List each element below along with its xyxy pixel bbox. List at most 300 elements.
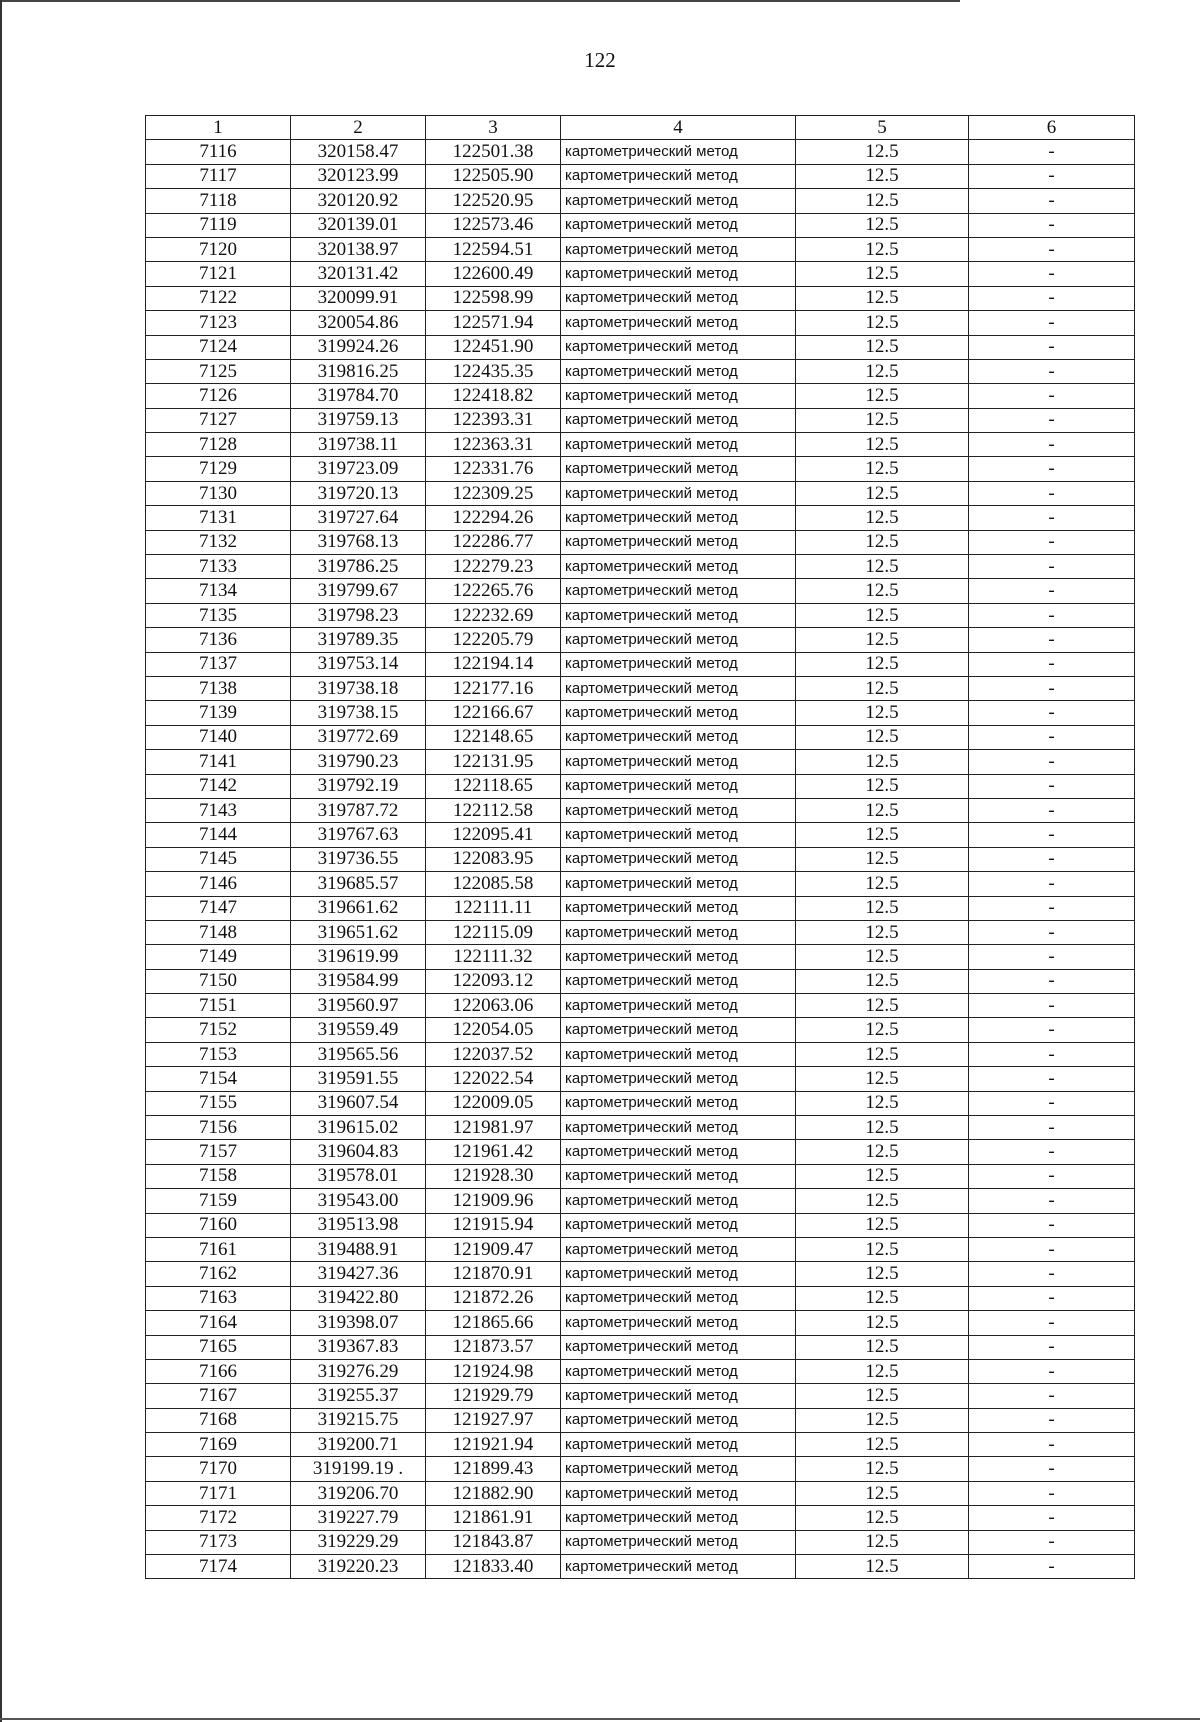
method-cell: картометрический метод: [561, 798, 796, 822]
accuracy-cell: 12.5: [796, 457, 969, 481]
note-cell: -: [969, 164, 1135, 188]
table-row: [146, 286, 1135, 310]
note-cell: -: [969, 1067, 1135, 1091]
accuracy-cell: 12.5: [796, 725, 969, 749]
y-coordinate-cell: 122232.69: [426, 603, 561, 627]
x-coordinate-cell: 319799.67: [291, 579, 426, 603]
y-coordinate-cell: 122501.38: [426, 140, 561, 164]
x-coordinate-cell: 319560.97: [291, 994, 426, 1018]
note-cell: -: [969, 189, 1135, 213]
point-number-cell: 7123: [146, 311, 291, 335]
accuracy-cell: 12.5: [796, 359, 969, 383]
x-coordinate-cell: 319604.83: [291, 1140, 426, 1164]
accuracy-cell: 12.5: [796, 1311, 969, 1335]
method-cell: картометрический метод: [561, 433, 796, 457]
note-cell: -: [969, 823, 1135, 847]
y-coordinate-cell: 121870.91: [426, 1262, 561, 1286]
note-cell: -: [969, 335, 1135, 359]
accuracy-cell: 12.5: [796, 237, 969, 261]
x-coordinate-cell: 319787.72: [291, 798, 426, 822]
x-coordinate-cell: 319615.02: [291, 1116, 426, 1140]
point-number-cell: 7155: [146, 1091, 291, 1115]
accuracy-cell: 12.5: [796, 384, 969, 408]
x-coordinate-cell: 320138.97: [291, 237, 426, 261]
note-cell: -: [969, 603, 1135, 627]
y-coordinate-cell: 122131.95: [426, 750, 561, 774]
accuracy-cell: 12.5: [796, 652, 969, 676]
accuracy-cell: 12.5: [796, 140, 969, 164]
accuracy-cell: 12.5: [796, 603, 969, 627]
note-cell: -: [969, 1481, 1135, 1505]
accuracy-cell: 12.5: [796, 262, 969, 286]
method-cell: картометрический метод: [561, 847, 796, 871]
x-coordinate-cell: 319488.91: [291, 1237, 426, 1261]
y-coordinate-cell: 122309.25: [426, 481, 561, 505]
table-row: [146, 798, 1135, 822]
point-number-cell: 7154: [146, 1067, 291, 1091]
point-number-cell: 7170: [146, 1457, 291, 1481]
point-number-cell: 7152: [146, 1018, 291, 1042]
x-coordinate-cell: 319768.13: [291, 530, 426, 554]
y-coordinate-cell: 121909.47: [426, 1237, 561, 1261]
column-header: 4: [561, 116, 796, 140]
accuracy-cell: 12.5: [796, 1042, 969, 1066]
table-row: [146, 506, 1135, 530]
accuracy-cell: 12.5: [796, 1189, 969, 1213]
accuracy-cell: 12.5: [796, 555, 969, 579]
x-coordinate-cell: 319565.56: [291, 1042, 426, 1066]
accuracy-cell: 12.5: [796, 701, 969, 725]
x-coordinate-cell: 319759.13: [291, 408, 426, 432]
method-cell: картометрический метод: [561, 1408, 796, 1432]
table-row: [146, 262, 1135, 286]
accuracy-cell: 12.5: [796, 530, 969, 554]
point-number-cell: 7116: [146, 140, 291, 164]
point-number-cell: 7162: [146, 1262, 291, 1286]
note-cell: -: [969, 1457, 1135, 1481]
point-number-cell: 7138: [146, 676, 291, 700]
accuracy-cell: 12.5: [796, 335, 969, 359]
x-coordinate-cell: 319720.13: [291, 481, 426, 505]
page-border-bottom: [0, 1718, 1200, 1720]
note-cell: -: [969, 1042, 1135, 1066]
method-cell: картометрический метод: [561, 1359, 796, 1383]
method-cell: картометрический метод: [561, 1335, 796, 1359]
note-cell: -: [969, 1555, 1135, 1579]
method-cell: картометрический метод: [561, 359, 796, 383]
accuracy-cell: 12.5: [796, 774, 969, 798]
y-coordinate-cell: 121961.42: [426, 1140, 561, 1164]
table-row: [146, 896, 1135, 920]
method-cell: картометрический метод: [561, 1384, 796, 1408]
method-cell: картометрический метод: [561, 1042, 796, 1066]
table-row: [146, 750, 1135, 774]
note-cell: -: [969, 1530, 1135, 1554]
accuracy-cell: 12.5: [796, 750, 969, 774]
note-cell: -: [969, 1359, 1135, 1383]
note-cell: -: [969, 1506, 1135, 1530]
table-row: [146, 1213, 1135, 1237]
x-coordinate-cell: 319215.75: [291, 1408, 426, 1432]
note-cell: -: [969, 1189, 1135, 1213]
y-coordinate-cell: 122279.23: [426, 555, 561, 579]
note-cell: -: [969, 1384, 1135, 1408]
y-coordinate-cell: 122331.76: [426, 457, 561, 481]
accuracy-cell: 12.5: [796, 823, 969, 847]
x-coordinate-cell: 319513.98: [291, 1213, 426, 1237]
method-cell: картометрический метод: [561, 1481, 796, 1505]
point-number-cell: 7157: [146, 1140, 291, 1164]
accuracy-cell: 12.5: [796, 872, 969, 896]
method-cell: картометрический метод: [561, 896, 796, 920]
point-number-cell: 7117: [146, 164, 291, 188]
accuracy-cell: 12.5: [796, 945, 969, 969]
point-number-cell: 7150: [146, 969, 291, 993]
point-number-cell: 7165: [146, 1335, 291, 1359]
x-coordinate-cell: 320131.42: [291, 262, 426, 286]
table-row: [146, 140, 1135, 164]
table-row: [146, 335, 1135, 359]
table-row: [146, 1555, 1135, 1579]
point-number-cell: 7131: [146, 506, 291, 530]
accuracy-cell: 12.5: [796, 994, 969, 1018]
accuracy-cell: 12.5: [796, 1433, 969, 1457]
method-cell: картометрический метод: [561, 1555, 796, 1579]
point-number-cell: 7122: [146, 286, 291, 310]
note-cell: -: [969, 652, 1135, 676]
table-row: [146, 872, 1135, 896]
method-cell: картометрический метод: [561, 628, 796, 652]
note-cell: -: [969, 140, 1135, 164]
table-row: [146, 1530, 1135, 1554]
x-coordinate-cell: 319276.29: [291, 1359, 426, 1383]
method-cell: картометрический метод: [561, 823, 796, 847]
accuracy-cell: 12.5: [796, 164, 969, 188]
y-coordinate-cell: 122571.94: [426, 311, 561, 335]
x-coordinate-cell: 319543.00: [291, 1189, 426, 1213]
note-cell: -: [969, 798, 1135, 822]
x-coordinate-cell: 319685.57: [291, 872, 426, 896]
y-coordinate-cell: 121909.96: [426, 1189, 561, 1213]
table-row: [146, 1433, 1135, 1457]
table-row: [146, 1335, 1135, 1359]
x-coordinate-cell: 319591.55: [291, 1067, 426, 1091]
y-coordinate-cell: 122148.65: [426, 725, 561, 749]
accuracy-cell: 12.5: [796, 1116, 969, 1140]
x-coordinate-cell: 319924.26: [291, 335, 426, 359]
method-cell: картометрический метод: [561, 1433, 796, 1457]
column-header: 1: [146, 116, 291, 140]
y-coordinate-cell: 122505.90: [426, 164, 561, 188]
accuracy-cell: 12.5: [796, 1262, 969, 1286]
note-cell: -: [969, 1116, 1135, 1140]
point-number-cell: 7136: [146, 628, 291, 652]
table-row: [146, 311, 1135, 335]
y-coordinate-cell: 121924.98: [426, 1359, 561, 1383]
note-cell: -: [969, 1091, 1135, 1115]
accuracy-cell: 12.5: [796, 1335, 969, 1359]
y-coordinate-cell: 122083.95: [426, 847, 561, 871]
point-number-cell: 7156: [146, 1116, 291, 1140]
x-coordinate-cell: 319738.11: [291, 433, 426, 457]
note-cell: -: [969, 774, 1135, 798]
note-cell: -: [969, 1140, 1135, 1164]
point-number-cell: 7125: [146, 359, 291, 383]
method-cell: картометрический метод: [561, 774, 796, 798]
table-row: [146, 969, 1135, 993]
y-coordinate-cell: 122111.11: [426, 896, 561, 920]
method-cell: картометрический метод: [561, 506, 796, 530]
page-border-left: [0, 0, 2, 1722]
table-row: [146, 1042, 1135, 1066]
method-cell: картометрический метод: [561, 286, 796, 310]
accuracy-cell: 12.5: [796, 1164, 969, 1188]
point-number-cell: 7151: [146, 994, 291, 1018]
table-row: [146, 603, 1135, 627]
x-coordinate-cell: 319651.62: [291, 920, 426, 944]
accuracy-cell: 12.5: [796, 213, 969, 237]
note-cell: -: [969, 920, 1135, 944]
table-row: [146, 237, 1135, 261]
table-row: [146, 847, 1135, 871]
accuracy-cell: 12.5: [796, 628, 969, 652]
y-coordinate-cell: 121915.94: [426, 1213, 561, 1237]
x-coordinate-cell: 320158.47: [291, 140, 426, 164]
accuracy-cell: 12.5: [796, 1237, 969, 1261]
table-row: [146, 433, 1135, 457]
x-coordinate-cell: 319790.23: [291, 750, 426, 774]
y-coordinate-cell: 122286.77: [426, 530, 561, 554]
y-coordinate-cell: 121928.30: [426, 1164, 561, 1188]
table-row: [146, 359, 1135, 383]
accuracy-cell: 12.5: [796, 969, 969, 993]
x-coordinate-cell: 319767.63: [291, 823, 426, 847]
point-number-cell: 7129: [146, 457, 291, 481]
table-row: [146, 1237, 1135, 1261]
method-cell: картометрический метод: [561, 457, 796, 481]
table-row: [146, 164, 1135, 188]
note-cell: -: [969, 1237, 1135, 1261]
method-cell: картометрический метод: [561, 969, 796, 993]
y-coordinate-cell: 122095.41: [426, 823, 561, 847]
y-coordinate-cell: 121882.90: [426, 1481, 561, 1505]
point-number-cell: 7141: [146, 750, 291, 774]
x-coordinate-cell: 319220.23: [291, 1555, 426, 1579]
point-number-cell: 7169: [146, 1433, 291, 1457]
note-cell: -: [969, 1018, 1135, 1042]
method-cell: картометрический метод: [561, 1506, 796, 1530]
y-coordinate-cell: 122022.54: [426, 1067, 561, 1091]
accuracy-cell: 12.5: [796, 286, 969, 310]
point-number-cell: 7135: [146, 603, 291, 627]
x-coordinate-cell: 319578.01: [291, 1164, 426, 1188]
point-number-cell: 7128: [146, 433, 291, 457]
x-coordinate-cell: 319199.19 .: [291, 1457, 426, 1481]
point-number-cell: 7139: [146, 701, 291, 725]
method-cell: картометрический метод: [561, 603, 796, 627]
column-header: 6: [969, 116, 1135, 140]
accuracy-cell: 12.5: [796, 1506, 969, 1530]
table-row: [146, 1164, 1135, 1188]
accuracy-cell: 12.5: [796, 1140, 969, 1164]
table-row: [146, 1018, 1135, 1042]
accuracy-cell: 12.5: [796, 1384, 969, 1408]
note-cell: -: [969, 1286, 1135, 1310]
note-cell: -: [969, 994, 1135, 1018]
x-coordinate-cell: 319661.62: [291, 896, 426, 920]
method-cell: картометрический метод: [561, 1213, 796, 1237]
method-cell: картометрический метод: [561, 213, 796, 237]
point-number-cell: 7145: [146, 847, 291, 871]
method-cell: картометрический метод: [561, 676, 796, 700]
table-row: [146, 774, 1135, 798]
accuracy-cell: 12.5: [796, 798, 969, 822]
y-coordinate-cell: 122112.58: [426, 798, 561, 822]
point-number-cell: 7166: [146, 1359, 291, 1383]
table-row: [146, 1189, 1135, 1213]
x-coordinate-cell: 319786.25: [291, 555, 426, 579]
method-cell: картометрический метод: [561, 1311, 796, 1335]
accuracy-cell: 12.5: [796, 676, 969, 700]
method-cell: картометрический метод: [561, 1067, 796, 1091]
note-cell: -: [969, 750, 1135, 774]
x-coordinate-cell: 319206.70: [291, 1481, 426, 1505]
table-row: [146, 823, 1135, 847]
x-coordinate-cell: 319738.18: [291, 676, 426, 700]
note-cell: -: [969, 1262, 1135, 1286]
method-cell: картометрический метод: [561, 1237, 796, 1261]
table-row: [146, 481, 1135, 505]
note-cell: -: [969, 1311, 1135, 1335]
method-cell: картометрический метод: [561, 1457, 796, 1481]
point-number-cell: 7120: [146, 237, 291, 261]
y-coordinate-cell: 121929.79: [426, 1384, 561, 1408]
note-cell: -: [969, 433, 1135, 457]
note-cell: -: [969, 408, 1135, 432]
y-coordinate-cell: 122573.46: [426, 213, 561, 237]
y-coordinate-cell: 122085.58: [426, 872, 561, 896]
method-cell: картометрический метод: [561, 750, 796, 774]
method-cell: картометрический метод: [561, 1530, 796, 1554]
table-row: [146, 1262, 1135, 1286]
point-number-cell: 7172: [146, 1506, 291, 1530]
table-row: [146, 213, 1135, 237]
note-cell: -: [969, 896, 1135, 920]
accuracy-cell: 12.5: [796, 847, 969, 871]
note-cell: -: [969, 1433, 1135, 1457]
point-number-cell: 7159: [146, 1189, 291, 1213]
note-cell: -: [969, 262, 1135, 286]
y-coordinate-cell: 122205.79: [426, 628, 561, 652]
accuracy-cell: 12.5: [796, 1530, 969, 1554]
column-header: 3: [426, 116, 561, 140]
table-row: [146, 701, 1135, 725]
point-number-cell: 7134: [146, 579, 291, 603]
y-coordinate-cell: 122037.52: [426, 1042, 561, 1066]
table-body: [146, 140, 1135, 1579]
table-row: [146, 189, 1135, 213]
x-coordinate-cell: 319619.99: [291, 945, 426, 969]
y-coordinate-cell: 121861.91: [426, 1506, 561, 1530]
note-cell: -: [969, 286, 1135, 310]
accuracy-cell: 12.5: [796, 1359, 969, 1383]
note-cell: -: [969, 311, 1135, 335]
point-number-cell: 7163: [146, 1286, 291, 1310]
y-coordinate-cell: 122111.32: [426, 945, 561, 969]
y-coordinate-cell: 121872.26: [426, 1286, 561, 1310]
y-coordinate-cell: 122435.35: [426, 359, 561, 383]
point-number-cell: 7171: [146, 1481, 291, 1505]
point-number-cell: 7146: [146, 872, 291, 896]
note-cell: -: [969, 1213, 1135, 1237]
method-cell: картометрический метод: [561, 579, 796, 603]
x-coordinate-cell: 320120.92: [291, 189, 426, 213]
method-cell: картометрический метод: [561, 994, 796, 1018]
accuracy-cell: 12.5: [796, 408, 969, 432]
point-number-cell: 7153: [146, 1042, 291, 1066]
accuracy-cell: 12.5: [796, 896, 969, 920]
point-number-cell: 7118: [146, 189, 291, 213]
point-number-cell: 7121: [146, 262, 291, 286]
point-number-cell: 7168: [146, 1408, 291, 1432]
y-coordinate-cell: 122177.16: [426, 676, 561, 700]
point-number-cell: 7140: [146, 725, 291, 749]
note-cell: -: [969, 701, 1135, 725]
table-row: [146, 1506, 1135, 1530]
y-coordinate-cell: 122294.26: [426, 506, 561, 530]
method-cell: картометрический метод: [561, 725, 796, 749]
y-coordinate-cell: 121921.94: [426, 1433, 561, 1457]
note-cell: -: [969, 237, 1135, 261]
method-cell: картометрический метод: [561, 408, 796, 432]
y-coordinate-cell: 122418.82: [426, 384, 561, 408]
accuracy-cell: 12.5: [796, 433, 969, 457]
note-cell: -: [969, 359, 1135, 383]
point-number-cell: 7149: [146, 945, 291, 969]
method-cell: картометрический метод: [561, 164, 796, 188]
note-cell: -: [969, 676, 1135, 700]
table-row: [146, 555, 1135, 579]
note-cell: -: [969, 213, 1135, 237]
point-number-cell: 7127: [146, 408, 291, 432]
x-coordinate-cell: 320054.86: [291, 311, 426, 335]
x-coordinate-cell: 320099.91: [291, 286, 426, 310]
point-number-cell: 7126: [146, 384, 291, 408]
coordinates-table: [145, 115, 1135, 1579]
y-coordinate-cell: 121833.40: [426, 1555, 561, 1579]
method-cell: картометрический метод: [561, 481, 796, 505]
table-row: [146, 530, 1135, 554]
accuracy-cell: 12.5: [796, 311, 969, 335]
note-cell: -: [969, 847, 1135, 871]
point-number-cell: 7143: [146, 798, 291, 822]
y-coordinate-cell: 122265.76: [426, 579, 561, 603]
x-coordinate-cell: 319398.07: [291, 1311, 426, 1335]
note-cell: -: [969, 1335, 1135, 1359]
x-coordinate-cell: 319559.49: [291, 1018, 426, 1042]
method-cell: картометрический метод: [561, 335, 796, 359]
point-number-cell: 7160: [146, 1213, 291, 1237]
table-row: [146, 408, 1135, 432]
point-number-cell: 7164: [146, 1311, 291, 1335]
method-cell: картометрический метод: [561, 920, 796, 944]
method-cell: картометрический метод: [561, 652, 796, 676]
y-coordinate-cell: 122520.95: [426, 189, 561, 213]
accuracy-cell: 12.5: [796, 189, 969, 213]
method-cell: картометрический метод: [561, 140, 796, 164]
method-cell: картометрический метод: [561, 262, 796, 286]
method-cell: картометрический метод: [561, 555, 796, 579]
